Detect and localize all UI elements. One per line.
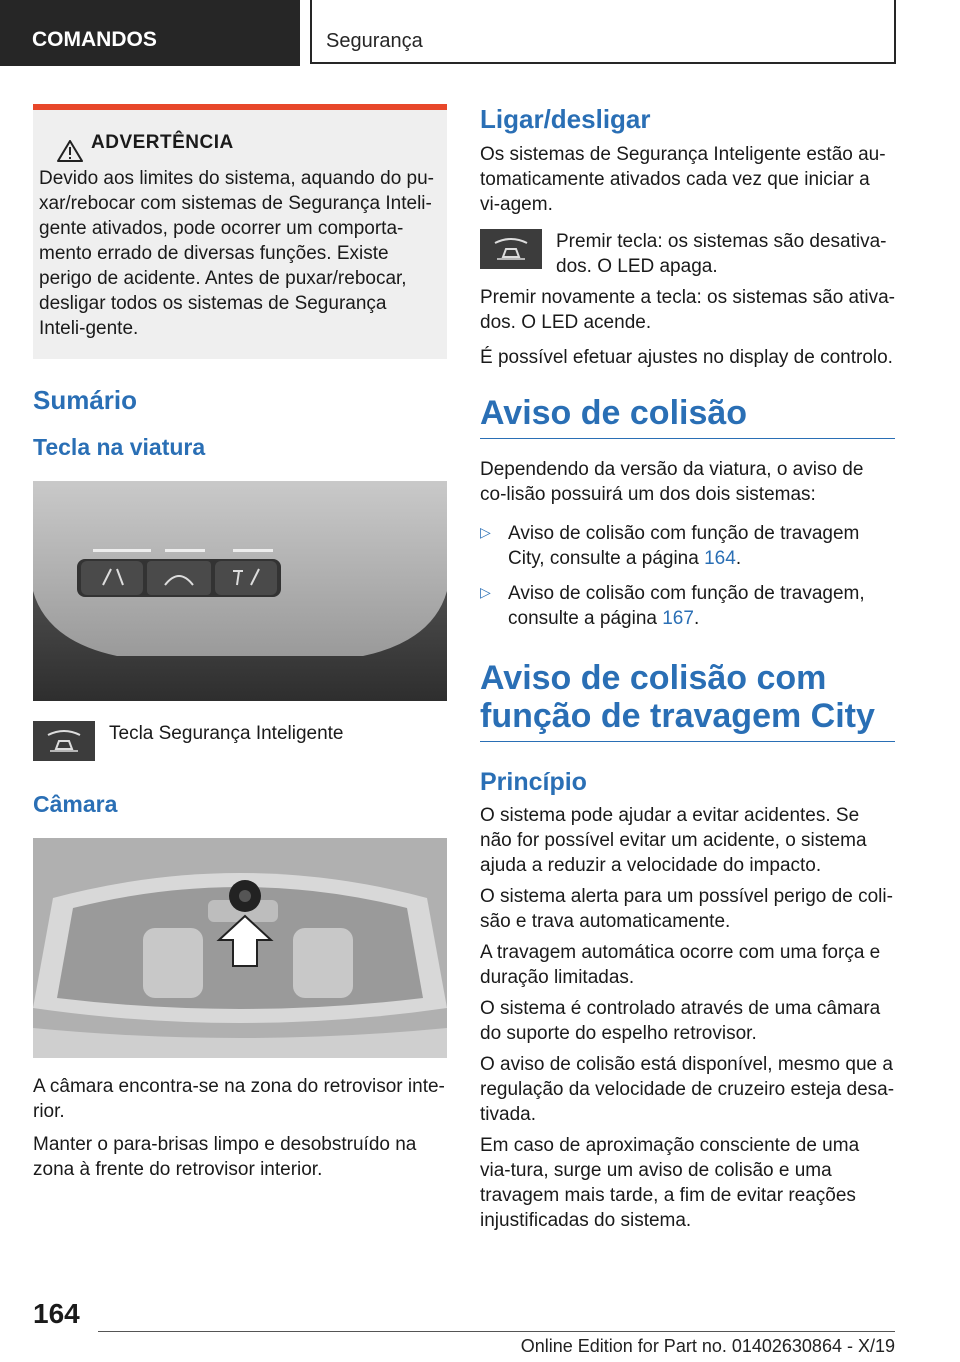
city-heading: Aviso de colisão com função de travagem City: [480, 659, 895, 742]
key-heading: Tecla na viatura: [33, 434, 206, 460]
press-caption-row: [480, 229, 895, 279]
list-item: ▷ Aviso de colisão com função de travagem City, consulte a página 164.: [480, 523, 860, 569]
edition-text: Online Edition for Part no. 01402630864 - X/19: [520, 1336, 895, 1356]
paragraph: O sistema pode ajudar a evitar acidentes. Se não for possível evitar um acidente, o sistema ajuda a reduzir a velocidade do impacto.: [480, 805, 867, 876]
section-tab: COMANDOS: [0, 0, 300, 66]
intelligent-safety-button-icon: [33, 721, 95, 761]
onoff-text-2: Premir novamente a tecla: os sistemas são ativa-dos. O LED acende.: [480, 287, 896, 333]
camera-heading: Câmara: [33, 791, 118, 817]
footer-divider: [98, 1331, 895, 1332]
warning-title: ADVERTÊNCIA: [91, 132, 234, 153]
list-item: ▷ Aviso de colisão com função de travagem, consulte a página 167.: [480, 583, 865, 629]
onoff-text-3: É possível efetuar ajustes no display de controlo.: [480, 347, 893, 368]
key-caption: Tecla Segurança Inteligente: [109, 723, 344, 744]
page-link-164[interactable]: 164: [704, 548, 736, 569]
bullet-text: Aviso de colisão com função de travagem City, consulte a página: [508, 523, 860, 569]
right-column: [480, 104, 895, 1233]
camera-text-1: A câmara encontra-se na zona do retrovisor inte-rior.: [33, 1076, 445, 1122]
chapter-title: Segurança: [310, 0, 896, 64]
paragraph: O sistema alerta para um possível perigo de coli-são e trava automaticamente.: [480, 886, 893, 932]
triangle-bullet-icon: ▷: [480, 524, 491, 540]
onoff-heading: Ligar/desligar: [480, 104, 651, 134]
windshield-camera-image: [33, 838, 447, 1058]
bullet-text: Aviso de colisão com função de travagem, consulte a página: [508, 583, 865, 629]
page-header: [0, 0, 960, 66]
press-caption: Premir tecla: os sistemas são desativa-dos. O LED apaga.: [556, 231, 887, 277]
collision-text: Dependendo da versão da viatura, o aviso de co-lisão possuirá um dos dois sistemas:: [480, 459, 864, 505]
summary-heading: Sumário: [33, 385, 138, 415]
warning-box: [33, 104, 447, 359]
left-column: [33, 104, 447, 1182]
console-buttons-image: [33, 481, 447, 701]
collision-heading: Aviso de colisão: [480, 394, 895, 439]
paragraph: O aviso de colisão está disponível, mesmo que a regulação da velocidade de cruzeiro esteja desa-tivada.: [480, 1054, 895, 1125]
paragraph: O sistema é controlado através de uma câmara do suporte do espelho retrovisor.: [480, 998, 881, 1044]
page-number: 164: [33, 1298, 80, 1329]
camera-photo: [33, 838, 447, 1058]
key-caption-row: [33, 721, 447, 761]
principle-heading: Princípio: [480, 768, 587, 796]
warning-triangle-icon: [57, 140, 83, 162]
paragraph: A travagem automática ocorre com uma força e duração limitadas.: [480, 942, 881, 988]
key-photo: [33, 481, 447, 701]
intelligent-safety-button-icon-2: [480, 229, 542, 269]
triangle-bullet-icon: ▷: [480, 584, 491, 600]
paragraph: Em caso de aproximação consciente de uma via-tura, surge um aviso de colisão e uma travagem mais tarde, a fim de evitar reações injustificadas do sistema.: [480, 1135, 860, 1231]
onoff-text-1: Os sistemas de Segurança Inteligente estão au-tomaticamente ativados cada vez que iniciar a vi-agem.: [480, 144, 886, 215]
warning-text: Devido aos limites do sistema, aquando do pu-xar/rebocar com sistemas de Segurança Inteli-gente ativados, pode ocorrer um comporta-mento errado de diversas funções. Existe perigo de acidente. Antes de puxar/rebocar, desligar todos os sistemas de Segurança Inteli-gente.: [39, 168, 435, 339]
page-link-167[interactable]: 167: [662, 608, 694, 629]
camera-text-2: Manter o para-brisas limpo e desobstruído na zona à frente do retrovisor interior.: [33, 1134, 417, 1180]
